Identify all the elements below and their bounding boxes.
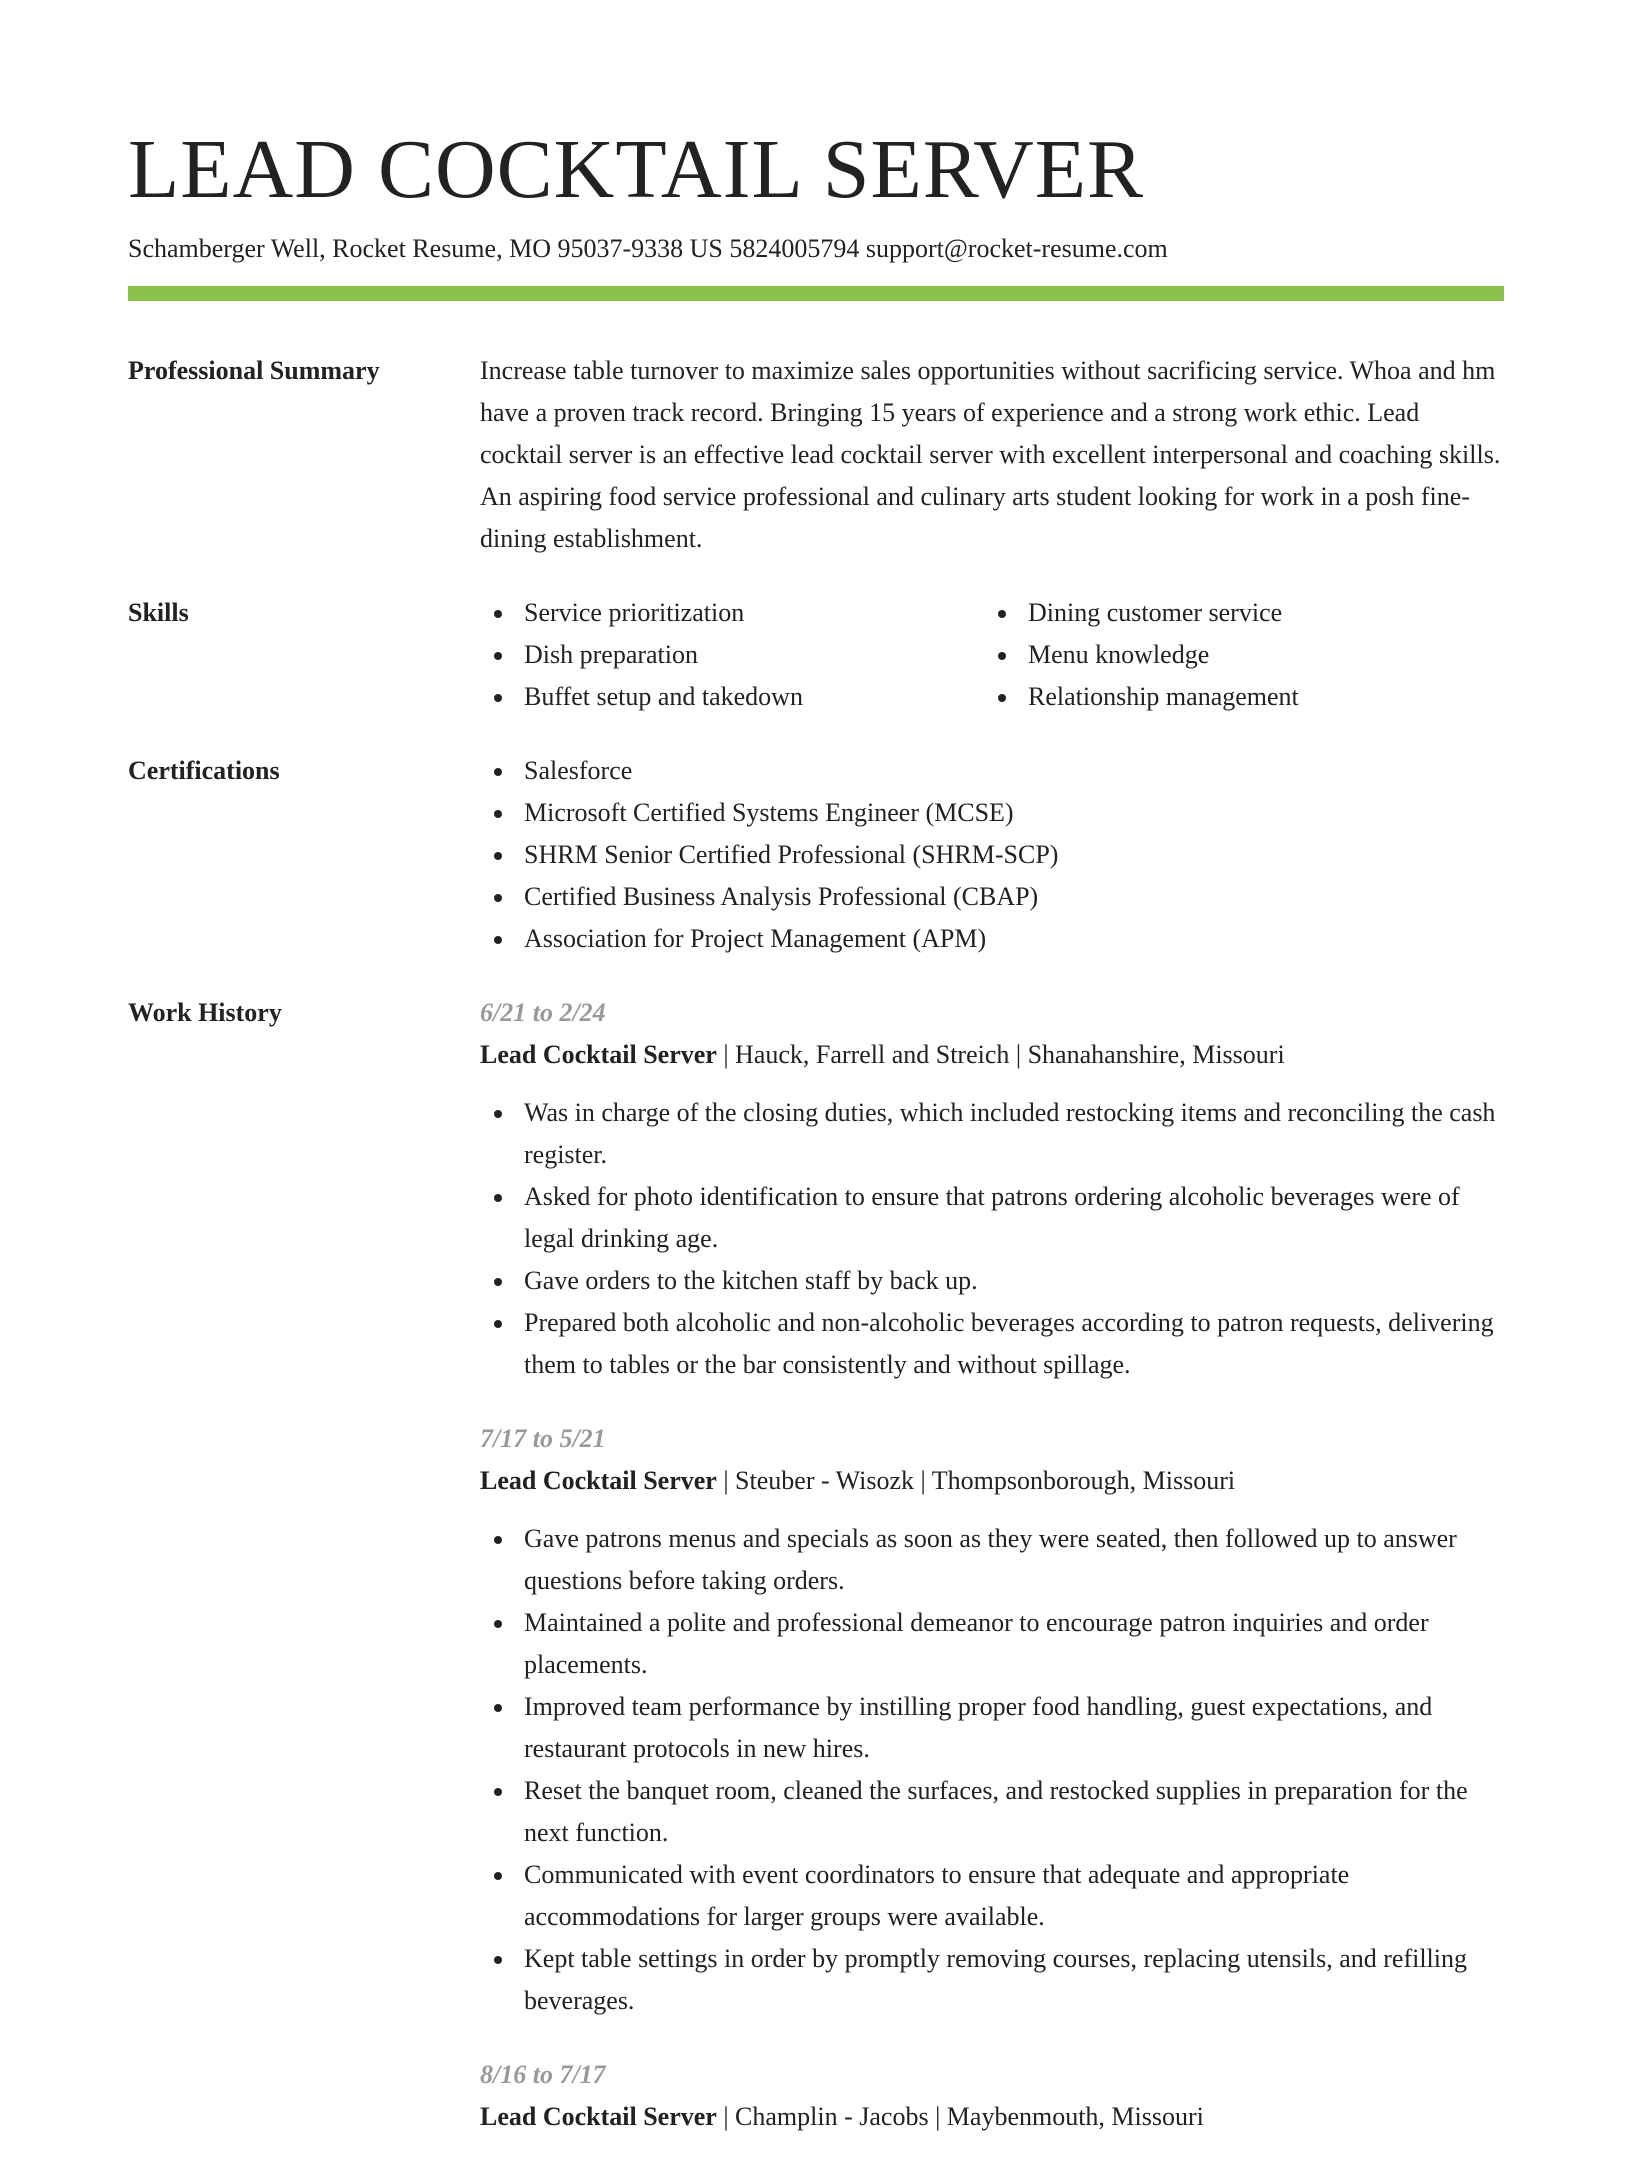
certification-item: SHRM Senior Certified Professional (SHRM-SCP) <box>480 834 1504 876</box>
job-bullet: Asked for photo identification to ensure that patrons ordering alcoholic beverages were of legal drinking age. <box>480 1176 1504 1260</box>
certification-item: Salesforce <box>480 750 1504 792</box>
job-title-line <box>480 1460 1504 1502</box>
job-title-line <box>480 2096 1504 2138</box>
skill-item: Dining customer service <box>984 592 1504 634</box>
job-date: 7/17 to 5/21 <box>480 1424 606 1453</box>
skills-list-right <box>984 592 1504 718</box>
job-bullets <box>480 1092 1504 1386</box>
job-bullet: Kept table settings in order by promptly removing courses, replacing utensils, and refilling beverages. <box>480 1938 1504 2022</box>
job-entry <box>480 2054 1504 2138</box>
accent-divider <box>128 286 1504 301</box>
job-bullet: Prepared both alcoholic and non-alcoholic beverages according to patron requests, delivering them to tables or the bar consistently and without spillage. <box>480 1302 1504 1386</box>
resume-name: LEAD COCKTAIL SERVER <box>128 123 1145 216</box>
job-role: Lead Cocktail Server <box>480 2102 717 2131</box>
job-title-line <box>480 1034 1504 1076</box>
job-details: | Hauck, Farrell and Streich | Shanahanshire, Missouri <box>716 1040 1285 1069</box>
job-bullet: Improved team performance by instilling proper food handling, guest expectations, and restaurant protocols in new hires. <box>480 1686 1504 1770</box>
job-role: Lead Cocktail Server <box>480 1466 717 1495</box>
job-entry <box>480 992 1504 1386</box>
job-date: 8/16 to 7/17 <box>480 2060 606 2089</box>
skill-item: Relationship management <box>984 676 1504 718</box>
summary-label: Professional Summary <box>128 356 380 385</box>
job-bullet: Reset the banquet room, cleaned the surfaces, and restocked supplies in preparation for the next function. <box>480 1770 1504 1854</box>
certifications-label: Certifications <box>128 756 280 785</box>
certifications-body <box>480 750 1504 960</box>
job-bullet: Gave orders to the kitchen staff by back up. <box>480 1260 1504 1302</box>
skills-label: Skills <box>128 598 189 627</box>
certification-item: Association for Project Management (APM) <box>480 918 1504 960</box>
certification-item: Certified Business Analysis Professional (CBAP) <box>480 876 1504 918</box>
job-bullet: Was in charge of the closing duties, which included restocking items and reconciling the cash register. <box>480 1092 1504 1176</box>
certifications-list <box>480 750 1504 960</box>
job-bullet: Maintained a polite and professional demeanor to encourage patron inquiries and order placements. <box>480 1602 1504 1686</box>
job-bullets <box>480 1518 1504 2022</box>
skill-item: Buffet setup and takedown <box>480 676 984 718</box>
job-role: Lead Cocktail Server <box>480 1040 717 1069</box>
skill-item: Service prioritization <box>480 592 984 634</box>
skills-grid <box>480 592 1504 718</box>
job-details: | Steuber - Wisozk | Thompsonborough, Missouri <box>716 1466 1236 1495</box>
work-history-body <box>480 992 1504 2170</box>
skill-item: Menu knowledge <box>984 634 1504 676</box>
work-history-label: Work History <box>128 998 282 1027</box>
summary-text: Increase table turnover to maximize sales opportunities without sacrificing service. Whoa and hm have a proven track record. Bringing 15 years of experience and a strong work ethic. Lead cocktail server is an effective lead cocktail server with excellent interpersonal and coaching skills. An aspiring food service professional and culinary arts student looking for work in a posh fine-dining establishment. <box>480 356 1501 553</box>
job-details: | Champlin - Jacobs | Maybenmouth, Missouri <box>716 2102 1204 2131</box>
skills-list-left <box>480 592 984 718</box>
job-bullet: Gave patrons menus and specials as soon as they were seated, then followed up to answer questions before taking orders. <box>480 1518 1504 1602</box>
contact-line: Schamberger Well, Rocket Resume, MO 95037-9338 US 5824005794 support@rocket-resume.com <box>128 234 1168 263</box>
skill-item: Dish preparation <box>480 634 984 676</box>
job-bullet: Communicated with event coordinators to ensure that adequate and appropriate accommodations for larger groups were available. <box>480 1854 1504 1938</box>
job-entry <box>480 1418 1504 2022</box>
certification-item: Microsoft Certified Systems Engineer (MCSE) <box>480 792 1504 834</box>
job-date: 6/21 to 2/24 <box>480 998 606 1027</box>
